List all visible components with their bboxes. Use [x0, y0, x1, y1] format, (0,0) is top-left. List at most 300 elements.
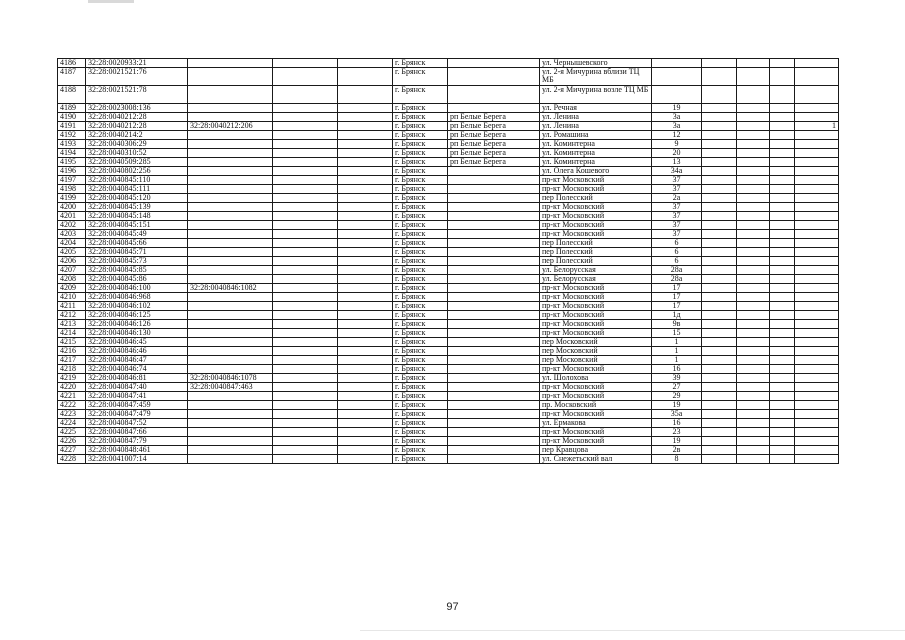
- empty-cell: [770, 203, 795, 212]
- empty-cell: [338, 185, 393, 194]
- empty-cell: [273, 149, 338, 158]
- empty-cell: [770, 347, 795, 356]
- empty-cell: [737, 410, 770, 419]
- table-row: [58, 428, 839, 437]
- city-cell: г. Брянск: [393, 284, 448, 293]
- related-cadastral-number-cell: 32:28:0040212:206: [188, 122, 273, 131]
- empty-cell: [273, 410, 338, 419]
- cadastral-number-cell: 32:28:0040845:66: [86, 239, 188, 248]
- settlement-cell: [448, 437, 540, 446]
- related-cadastral-number-cell: [188, 356, 273, 365]
- empty-cell: [273, 302, 338, 311]
- settlement-cell: [448, 86, 540, 104]
- empty-cell: [273, 347, 338, 356]
- house-number-cell: 1: [652, 356, 702, 365]
- cadastral-number-cell: 32:28:0040846:125: [86, 311, 188, 320]
- house-number-cell: [652, 59, 702, 68]
- related-cadastral-number-cell: [188, 203, 273, 212]
- cadastral-number-cell: 32:28:0040847:40: [86, 383, 188, 392]
- empty-cell: [702, 131, 737, 140]
- house-number-cell: 19: [652, 104, 702, 113]
- empty-cell: [737, 437, 770, 446]
- empty-cell: [702, 140, 737, 149]
- empty-cell: [770, 212, 795, 221]
- empty-cell: [702, 284, 737, 293]
- related-cadastral-number-cell: [188, 329, 273, 338]
- empty-cell: [273, 428, 338, 437]
- empty-cell: [338, 86, 393, 104]
- empty-cell: [702, 320, 737, 329]
- house-number-cell: 27: [652, 383, 702, 392]
- house-number-cell: 12: [652, 131, 702, 140]
- empty-cell: [737, 320, 770, 329]
- settlement-cell: [448, 302, 540, 311]
- city-cell: г. Брянск: [393, 293, 448, 302]
- street-cell: пер Московский: [540, 347, 652, 356]
- street-cell: пер Московский: [540, 338, 652, 347]
- empty-cell: [338, 329, 393, 338]
- street-cell: ул. Ермакова: [540, 419, 652, 428]
- empty-cell: [338, 104, 393, 113]
- house-number-cell: 6: [652, 248, 702, 257]
- flag-cell: [795, 392, 839, 401]
- city-cell: г. Брянск: [393, 446, 448, 455]
- flag-cell: [795, 446, 839, 455]
- related-cadastral-number-cell: [188, 194, 273, 203]
- settlement-cell: [448, 167, 540, 176]
- settlement-cell: [448, 221, 540, 230]
- row-number-cell: 4206: [58, 257, 86, 266]
- table-row: [58, 212, 839, 221]
- settlement-cell: рп Белые Берега: [448, 140, 540, 149]
- row-number-cell: 4217: [58, 356, 86, 365]
- empty-cell: [273, 248, 338, 257]
- empty-cell: [273, 59, 338, 68]
- house-number-cell: 29: [652, 392, 702, 401]
- flag-cell: [795, 302, 839, 311]
- settlement-cell: [448, 230, 540, 239]
- flag-cell: [795, 239, 839, 248]
- flag-cell: [795, 212, 839, 221]
- table-row: [58, 410, 839, 419]
- flag-cell: [795, 338, 839, 347]
- empty-cell: [737, 455, 770, 464]
- empty-cell: [770, 158, 795, 167]
- cadastral-number-cell: 32:28:0040306:29: [86, 140, 188, 149]
- street-cell: ул. Белорусская: [540, 275, 652, 284]
- row-number-cell: 4201: [58, 212, 86, 221]
- empty-cell: [770, 356, 795, 365]
- house-number-cell: 28а: [652, 266, 702, 275]
- empty-cell: [737, 248, 770, 257]
- row-number-cell: 4189: [58, 104, 86, 113]
- empty-cell: [737, 383, 770, 392]
- related-cadastral-number-cell: [188, 221, 273, 230]
- empty-cell: [770, 410, 795, 419]
- cadastral-number-cell: 32:28:0040845:151: [86, 221, 188, 230]
- row-number-cell: 4200: [58, 203, 86, 212]
- empty-cell: [770, 293, 795, 302]
- row-number-cell: 4213: [58, 320, 86, 329]
- related-cadastral-number-cell: [188, 275, 273, 284]
- empty-cell: [702, 176, 737, 185]
- row-number-cell: 4219: [58, 374, 86, 383]
- cadastral-number-cell: 32:28:0040846:100: [86, 284, 188, 293]
- flag-cell: [795, 248, 839, 257]
- flag-cell: [795, 275, 839, 284]
- street-cell: пр-кт Московский: [540, 437, 652, 446]
- row-number-cell: 4208: [58, 275, 86, 284]
- empty-cell: [737, 131, 770, 140]
- related-cadastral-number-cell: [188, 293, 273, 302]
- flag-cell: [795, 68, 839, 86]
- empty-cell: [737, 275, 770, 284]
- table-row: [58, 329, 839, 338]
- empty-cell: [338, 356, 393, 365]
- empty-cell: [273, 167, 338, 176]
- empty-cell: [770, 230, 795, 239]
- empty-cell: [338, 374, 393, 383]
- empty-cell: [273, 446, 338, 455]
- row-number-cell: 4221: [58, 392, 86, 401]
- empty-cell: [273, 239, 338, 248]
- settlement-cell: [448, 212, 540, 221]
- empty-cell: [737, 104, 770, 113]
- city-cell: г. Брянск: [393, 122, 448, 131]
- empty-cell: [770, 59, 795, 68]
- row-number-cell: 4216: [58, 347, 86, 356]
- settlement-cell: рп Белые Берега: [448, 158, 540, 167]
- empty-cell: [338, 203, 393, 212]
- flag-cell: [795, 266, 839, 275]
- street-cell: пр-кт Московский: [540, 302, 652, 311]
- empty-cell: [737, 122, 770, 131]
- empty-cell: [737, 149, 770, 158]
- empty-cell: [702, 212, 737, 221]
- scan-artifact-mark: [88, 0, 134, 3]
- city-cell: г. Брянск: [393, 158, 448, 167]
- empty-cell: [770, 248, 795, 257]
- empty-cell: [737, 266, 770, 275]
- flag-cell: [795, 347, 839, 356]
- house-number-cell: 2а: [652, 194, 702, 203]
- empty-cell: [770, 185, 795, 194]
- empty-cell: [338, 428, 393, 437]
- flag-cell: [795, 221, 839, 230]
- street-cell: пр-кт Московский: [540, 410, 652, 419]
- street-cell: пр. Московский: [540, 401, 652, 410]
- empty-cell: [338, 293, 393, 302]
- flag-cell: [795, 167, 839, 176]
- table-row: [58, 122, 839, 131]
- related-cadastral-number-cell: [188, 176, 273, 185]
- empty-cell: [702, 428, 737, 437]
- row-number-cell: 4187: [58, 68, 86, 86]
- empty-cell: [702, 203, 737, 212]
- settlement-cell: [448, 275, 540, 284]
- related-cadastral-number-cell: [188, 446, 273, 455]
- empty-cell: [273, 293, 338, 302]
- empty-cell: [338, 338, 393, 347]
- street-cell: пр-кт Московский: [540, 428, 652, 437]
- empty-cell: [737, 446, 770, 455]
- street-cell: пр-кт Московский: [540, 284, 652, 293]
- page-number: 97: [446, 601, 459, 613]
- row-number-cell: 4214: [58, 329, 86, 338]
- row-number-cell: 4224: [58, 419, 86, 428]
- row-number-cell: 4191: [58, 122, 86, 131]
- street-cell: ул. Олега Кошевого: [540, 167, 652, 176]
- city-cell: г. Брянск: [393, 203, 448, 212]
- street-cell: пер Полесский: [540, 248, 652, 257]
- empty-cell: [770, 284, 795, 293]
- settlement-cell: [448, 356, 540, 365]
- settlement-cell: [448, 59, 540, 68]
- cadastral-number-cell: 32:28:0040847:79: [86, 437, 188, 446]
- city-cell: г. Брянск: [393, 329, 448, 338]
- settlement-cell: [448, 410, 540, 419]
- empty-cell: [702, 86, 737, 104]
- flag-cell: [795, 437, 839, 446]
- house-number-cell: 9: [652, 140, 702, 149]
- cadastral-number-cell: 32:28:0041007:14: [86, 455, 188, 464]
- empty-cell: [338, 212, 393, 221]
- cadastral-number-cell: 32:28:0040845:148: [86, 212, 188, 221]
- settlement-cell: [448, 446, 540, 455]
- house-number-cell: 23: [652, 428, 702, 437]
- street-cell: пр-кт Московский: [540, 212, 652, 221]
- empty-cell: [273, 86, 338, 104]
- city-cell: г. Брянск: [393, 239, 448, 248]
- cadastral-number-cell: 32:28:0040846:74: [86, 365, 188, 374]
- settlement-cell: [448, 311, 540, 320]
- cadastral-number-cell: 32:28:0040847:41: [86, 392, 188, 401]
- empty-cell: [737, 428, 770, 437]
- cadastral-number-cell: 32:28:0040847:459: [86, 401, 188, 410]
- settlement-cell: [448, 365, 540, 374]
- house-number-cell: 1: [652, 338, 702, 347]
- empty-cell: [770, 68, 795, 86]
- empty-cell: [338, 347, 393, 356]
- cadastral-number-cell: 32:28:0040846:81: [86, 374, 188, 383]
- empty-cell: [273, 284, 338, 293]
- street-cell: ул. Коминтерна: [540, 140, 652, 149]
- table-row: [58, 302, 839, 311]
- empty-cell: [770, 131, 795, 140]
- street-cell: ул. Белорусская: [540, 266, 652, 275]
- empty-cell: [702, 239, 737, 248]
- empty-cell: [770, 320, 795, 329]
- flag-cell: [795, 356, 839, 365]
- empty-cell: [770, 446, 795, 455]
- empty-cell: [702, 347, 737, 356]
- street-cell: пр-кт Московский: [540, 221, 652, 230]
- empty-cell: [770, 401, 795, 410]
- cadastral-number-cell: 32:28:0040846:130: [86, 329, 188, 338]
- empty-cell: [338, 140, 393, 149]
- empty-cell: [702, 293, 737, 302]
- city-cell: г. Брянск: [393, 275, 448, 284]
- empty-cell: [737, 311, 770, 320]
- table-row: [58, 455, 839, 464]
- row-number-cell: 4210: [58, 293, 86, 302]
- table-row: [58, 311, 839, 320]
- city-cell: г. Брянск: [393, 428, 448, 437]
- empty-cell: [770, 392, 795, 401]
- cadastral-number-cell: 32:28:0040845:71: [86, 248, 188, 257]
- street-cell: пр-кт Московский: [540, 329, 652, 338]
- empty-cell: [737, 329, 770, 338]
- cadastral-number-cell: 32:28:0021521:78: [86, 86, 188, 104]
- related-cadastral-number-cell: [188, 131, 273, 140]
- settlement-cell: [448, 374, 540, 383]
- settlement-cell: [448, 419, 540, 428]
- flag-cell: [795, 383, 839, 392]
- street-cell: пер Полесский: [540, 257, 652, 266]
- empty-cell: [338, 275, 393, 284]
- house-number-cell: 19: [652, 401, 702, 410]
- table-row: [58, 176, 839, 185]
- empty-cell: [702, 401, 737, 410]
- empty-cell: [737, 203, 770, 212]
- row-number-cell: 4192: [58, 131, 86, 140]
- cadastral-number-cell: 32:28:0040846:126: [86, 320, 188, 329]
- empty-cell: [273, 131, 338, 140]
- settlement-cell: [448, 185, 540, 194]
- empty-cell: [273, 203, 338, 212]
- related-cadastral-number-cell: 32:28:0040846:1082: [188, 284, 273, 293]
- city-cell: г. Брянск: [393, 86, 448, 104]
- related-cadastral-number-cell: [188, 239, 273, 248]
- empty-cell: [338, 311, 393, 320]
- empty-cell: [338, 149, 393, 158]
- city-cell: г. Брянск: [393, 338, 448, 347]
- empty-cell: [273, 383, 338, 392]
- city-cell: г. Брянск: [393, 185, 448, 194]
- street-cell: ул. Ленина: [540, 122, 652, 131]
- settlement-cell: [448, 455, 540, 464]
- cadastral-number-cell: 32:28:0040847:66: [86, 428, 188, 437]
- empty-cell: [770, 140, 795, 149]
- city-cell: г. Брянск: [393, 221, 448, 230]
- city-cell: г. Брянск: [393, 347, 448, 356]
- empty-cell: [702, 59, 737, 68]
- related-cadastral-number-cell: [188, 113, 273, 122]
- empty-cell: [770, 194, 795, 203]
- empty-cell: [338, 176, 393, 185]
- flag-cell: [795, 131, 839, 140]
- related-cadastral-number-cell: [188, 230, 273, 239]
- street-cell: пр-кт Московский: [540, 392, 652, 401]
- row-number-cell: 4188: [58, 86, 86, 104]
- related-cadastral-number-cell: [188, 104, 273, 113]
- house-number-cell: 6: [652, 257, 702, 266]
- table-row: [58, 392, 839, 401]
- empty-cell: [702, 68, 737, 86]
- empty-cell: [273, 257, 338, 266]
- table-row: [58, 230, 839, 239]
- scan-artifact-line: [360, 630, 905, 631]
- settlement-cell: [448, 383, 540, 392]
- row-number-cell: 4195: [58, 158, 86, 167]
- empty-cell: [338, 131, 393, 140]
- flag-cell: [795, 194, 839, 203]
- empty-cell: [737, 302, 770, 311]
- row-number-cell: 4194: [58, 149, 86, 158]
- table-row: [58, 338, 839, 347]
- empty-cell: [273, 158, 338, 167]
- row-number-cell: 4209: [58, 284, 86, 293]
- related-cadastral-number-cell: [188, 320, 273, 329]
- table-row: [58, 104, 839, 113]
- street-cell: ул. Ленина: [540, 113, 652, 122]
- row-number-cell: 4220: [58, 383, 86, 392]
- street-cell: пер Полесский: [540, 194, 652, 203]
- flag-cell: [795, 86, 839, 104]
- settlement-cell: рп Белые Берега: [448, 122, 540, 131]
- cadastral-number-cell: 32:28:0040846:47: [86, 356, 188, 365]
- empty-cell: [338, 401, 393, 410]
- registry-table: [57, 58, 839, 464]
- empty-cell: [737, 176, 770, 185]
- empty-cell: [273, 230, 338, 239]
- empty-cell: [702, 122, 737, 131]
- settlement-cell: [448, 347, 540, 356]
- cadastral-number-cell: 32:28:0040845:73: [86, 257, 188, 266]
- house-number-cell: 16: [652, 419, 702, 428]
- empty-cell: [338, 383, 393, 392]
- empty-cell: [770, 302, 795, 311]
- empty-cell: [273, 320, 338, 329]
- street-cell: ул. 2-я Мичурина вблизи ТЦ МБ: [540, 68, 652, 86]
- row-number-cell: 4196: [58, 167, 86, 176]
- empty-cell: [770, 266, 795, 275]
- empty-cell: [338, 230, 393, 239]
- empty-cell: [338, 410, 393, 419]
- empty-cell: [338, 455, 393, 464]
- cadastral-number-cell: 32:28:0040846:46: [86, 347, 188, 356]
- empty-cell: [273, 122, 338, 131]
- empty-cell: [770, 167, 795, 176]
- related-cadastral-number-cell: [188, 392, 273, 401]
- empty-cell: [737, 194, 770, 203]
- empty-cell: [702, 149, 737, 158]
- row-number-cell: 4222: [58, 401, 86, 410]
- related-cadastral-number-cell: 32:28:0040847:463: [188, 383, 273, 392]
- settlement-cell: [448, 293, 540, 302]
- empty-cell: [702, 230, 737, 239]
- related-cadastral-number-cell: [188, 347, 273, 356]
- empty-cell: [737, 347, 770, 356]
- empty-cell: [770, 239, 795, 248]
- empty-cell: [702, 221, 737, 230]
- empty-cell: [770, 86, 795, 104]
- street-cell: ул. Речная: [540, 104, 652, 113]
- settlement-cell: [448, 257, 540, 266]
- related-cadastral-number-cell: [188, 410, 273, 419]
- table-row: [58, 284, 839, 293]
- empty-cell: [770, 176, 795, 185]
- table-row: [58, 347, 839, 356]
- empty-cell: [737, 392, 770, 401]
- house-number-cell: 17: [652, 302, 702, 311]
- empty-cell: [770, 419, 795, 428]
- empty-cell: [770, 221, 795, 230]
- flag-cell: [795, 257, 839, 266]
- flag-cell: [795, 284, 839, 293]
- empty-cell: [770, 365, 795, 374]
- empty-cell: [702, 311, 737, 320]
